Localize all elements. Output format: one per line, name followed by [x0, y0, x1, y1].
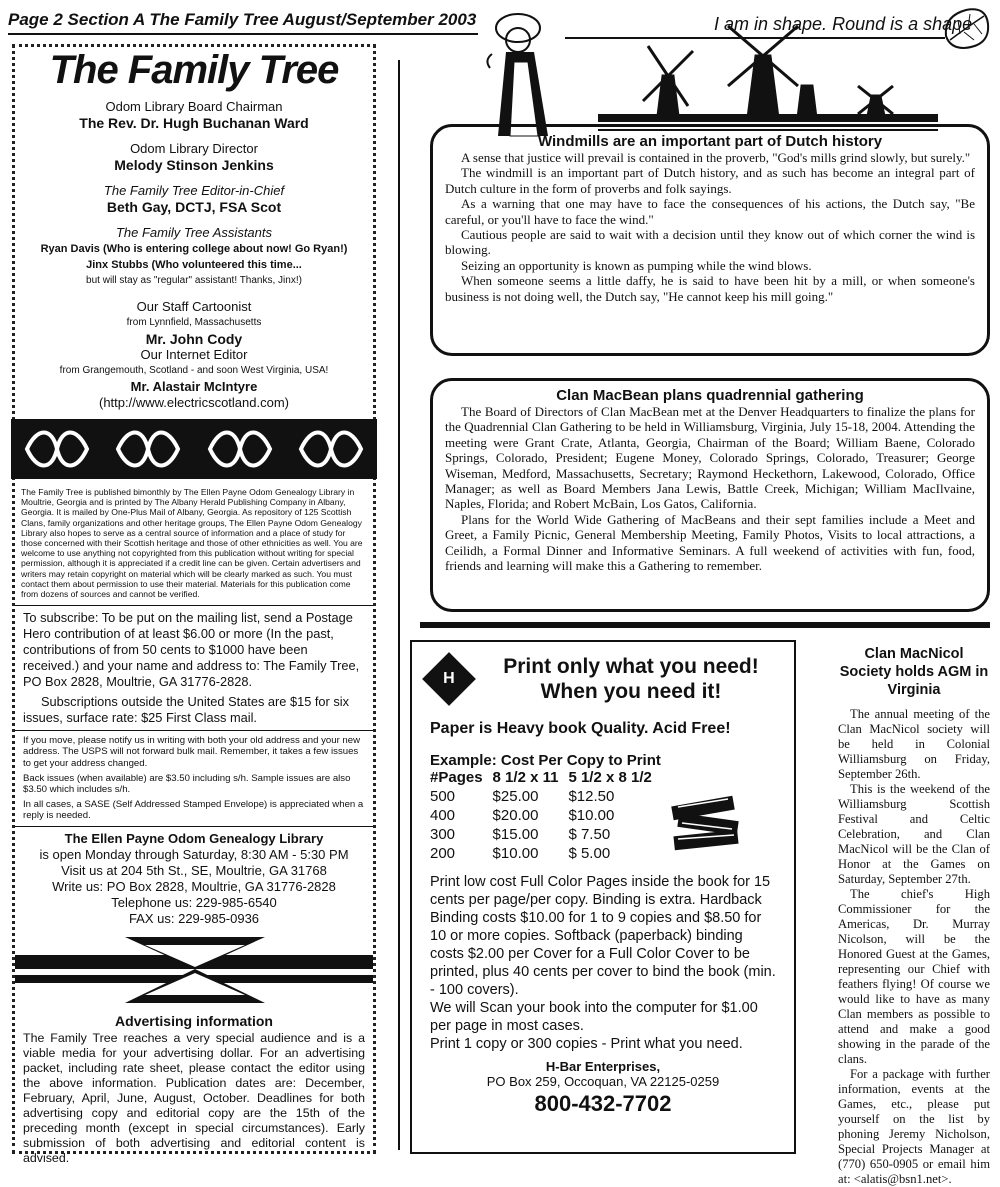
- subscribe-info: To subscribe: To be put on the mailing list, send a Postage Hero contribution of at least $6.00 or more (In the past, contributions of from 50 cents to $1000 have been received.) and your name and address to: The Family Tree, PO Box 2828, Moultrie, GA 31776-2828.: [23, 610, 360, 690]
- knot-icon: [296, 425, 366, 473]
- windmill-para: The windmill is an important part of Dutch history, and as such has become an integral part of Dutch culture in the form of proverbs and folk sayings.: [445, 165, 975, 196]
- col-header: 5 1/2 x 8 1/2: [568, 769, 652, 786]
- ad-address: PO Box 259, Occoquan, VA 22125-0259: [486, 1074, 720, 1089]
- ad-example: Example: Cost Per Copy to Print: [430, 752, 661, 769]
- fine-print: The Family Tree is published bimonthly by The Ellen Payne Odom Genealogy Library in Moultrie, Georgia and is printed by The Albany Herald Publishing Company in Albany, Georgia. It is mailed by One-Plus Mail of Albany, Georgia. As repository of 125 Scottish Clans, family organizations and other heritage groups, The Ellen Payne Odom Genealogy Library also hopes to serve as a central source of information and a place of study for those concerned with their Scottish heritage and those of other ethnicities as well. You are welcome to use anything not copyrighted from this publication without writing for special permission, although it is appreciated if a credit line can be given. Certain advertisers and writers may retain copyright on material which will be clearly marked as such. You must contact them about permission to use their material. Materials for this publication come from dozens of sources and cannot be verified.: [21, 487, 363, 600]
- macnicol-para: For a package with further information, events at the Games, etc., please put yourself on the list by phoning Jeremy Nicholson, Special Projects Manager at (770) 650-0905 or email him at: <alatis@bsn1.net>.: [838, 1067, 990, 1186]
- library-name: The Ellen Payne Odom Genealogy Library: [64, 830, 324, 846]
- macnicol-para: This is the weekend of the Williamsburg Scottish Festival and Celtic Celebration, and Clan MacNicol will be the Clan of Honor at the Games on Saturday, September 27th.: [838, 782, 990, 886]
- cell: $ 7.50: [568, 825, 611, 843]
- celtic-knot-border: [11, 419, 377, 479]
- editor-name: Beth Gay, DCTJ, FSA Scot: [106, 199, 282, 215]
- cell: 200: [430, 844, 456, 862]
- ad-body-2: We will Scan your book into the computer for $1.00 per page in most cases.: [430, 1000, 758, 1034]
- sase-note: In all cases, a SASE (Self Addressed Stamped Envelope) is appreciated when a reply is needed.: [23, 799, 364, 822]
- assistant-1: Ryan Davis (Who is entering college about now! Go Ryan!): [40, 243, 348, 255]
- windmill-title: Windmills are an important part of Dutch history: [537, 133, 883, 150]
- macnicol-para: The chief's High Commissioner for the Americas, Dr. Murray Nicolson, will be the Honored Guest at the Games, representing our Chief with feathers flying! Of course we would like to have as many Clan members as possible to attend and make a good showing in the parade of the clans.: [838, 887, 990, 1066]
- assistant-2: Jinx Stubbs (Who volunteered this time...: [86, 259, 302, 271]
- macbean-para: Plans for the World Wide Gathering of MacBeans and their sept families include a Meet and Greet, a Family Picnic, General Membership Meeting, Family Photos, Visits to local attractions, a Ceilidh, a Formal Dinner and Informative Seminars. A full weekend of activities with fun, food, friends and learning will make this a Gathering to remember.: [445, 511, 975, 574]
- cell: $12.50: [568, 787, 615, 805]
- col-header: #Pages: [430, 769, 483, 786]
- internet-name: Mr. Alastair McIntyre: [130, 379, 258, 394]
- cell: $20.00: [492, 806, 539, 824]
- cell: $10.00: [568, 806, 615, 824]
- hbar-logo-icon: [422, 652, 476, 706]
- masthead-box: [12, 44, 376, 1165]
- macbean-story: [430, 378, 990, 612]
- header-tagline: I am in shape. Round is a shape: [714, 14, 973, 34]
- ad-headline-1: Print only what you need!: [503, 655, 759, 678]
- windmill-para: As a warning that one may have to face the consequences of his actions, the Dutch say, "Be careful, or you'll have to face the wind.": [445, 196, 975, 227]
- windmill-para: Seizing an opportunity is known as pumping while the wind blows.: [461, 257, 812, 273]
- windmill-para: When someone seems a little daffy, he is said to have been hit by a mill, or when someone's business is not doing well, the Dutch say, "He cannot keep his mill going.": [445, 273, 975, 304]
- back-issues: Back issues (when available) are $3.50 including s/h. Sample issues are also $3.50 which includes s/h.: [23, 772, 351, 796]
- macnicol-story: [838, 645, 990, 1187]
- books-icon: [668, 783, 748, 863]
- cartoonist-role: Our Staff Cartoonist: [136, 299, 252, 314]
- assistants-role: The Family Tree Assistants: [115, 225, 273, 240]
- cell: $ 5.00: [568, 844, 611, 862]
- cartoonist-from: from Lynnfield, Massachusetts: [126, 317, 262, 328]
- subscribe-rates: Subscriptions outside the United States are $15 for six issues, surface rate: $25 First Class mail.: [23, 694, 350, 726]
- cell: $10.00: [492, 844, 539, 862]
- cartoonist-name: Mr. John Cody: [145, 331, 243, 347]
- knot-icon: [22, 425, 92, 473]
- cell: 300: [430, 825, 456, 843]
- cell: $25.00: [492, 787, 539, 805]
- ad-company: H-Bar Enterprises,: [545, 1059, 661, 1074]
- move-notice: If you move, please notify us in writing with both your old address and your new address. The USPS will not forward bulk mail. Remember, it takes a few issues to get your address changed.: [23, 735, 361, 769]
- internet-from: from Grangemouth, Scotland - and soon West Virginia, USA!: [59, 365, 329, 376]
- dutch-girl-windmill-illustration: [478, 6, 948, 142]
- director-name: Melody Stinson Jenkins: [114, 157, 274, 173]
- cell: 500: [430, 787, 456, 805]
- ad-body-1: Print low cost Full Color Pages inside the book for 15 cents per page/per copy. Binding is extra. Hardback Binding costs $10.00 for 1 to 9 copies and $8.50 for 10 or more copies. Softback (paperback) binding costs $2.00 per Cover for a Full Color Cover to be printed, plus 40 cents per cover to bind the book (min. - 100 covers).: [430, 874, 776, 998]
- table-row: [430, 806, 662, 825]
- library-hours: is open Monday through Saturday, 8:30 AM - 5:30 PM: [39, 846, 349, 862]
- chair-name: The Rev. Dr. Hugh Buchanan Ward: [79, 115, 309, 131]
- director-role: Odom Library Director: [130, 141, 258, 156]
- table-row: [430, 787, 662, 806]
- library-visit: Visit us at 204 5th St., SE, Moultrie, GA 31768: [61, 862, 327, 878]
- library-phone: Telephone us: 229-985-6540: [111, 894, 277, 910]
- windmill-story: [430, 124, 990, 356]
- knot-icon: [113, 425, 183, 473]
- library-fax: FAX us: 229-985-0936: [128, 910, 260, 926]
- library-write: Write us: PO Box 2828, Moultrie, GA 31776-2828: [52, 878, 336, 894]
- col-header: 8 1/2 x 11: [492, 769, 559, 786]
- macbean-title: Clan MacBean plans quadrennial gathering: [556, 387, 864, 404]
- column-divider: [398, 60, 400, 1150]
- hbar-logo-letter: H: [443, 670, 455, 687]
- ad-body-3: Print 1 copy or 300 copies - Print what you need.: [430, 1036, 743, 1052]
- table-row: [430, 825, 662, 844]
- page-header: Page 2 Section A The Family Tree August/September 2003: [8, 10, 477, 29]
- chair-role: Odom Library Board Chairman: [105, 99, 283, 114]
- masthead-title: The Family Tree: [49, 48, 339, 92]
- ad-phone: 800-432-7702: [534, 1091, 672, 1116]
- cell: 400: [430, 806, 456, 824]
- advertising-body: The Family Tree reaches a very special audience and is a viable media for your advertising dollar. For an advertising packet, including rate sheet, please contact the editor using the above information. Publication dates are: December, February, April, June, August, October. Deadlines for both advertising copy and editorial copy are the 15th of the preceding month (except in special circumstances). Early submission of both advertising and editorial content is advised.: [23, 1030, 365, 1165]
- cell: $15.00: [492, 825, 539, 843]
- table-row: [430, 844, 662, 863]
- internet-role: Our Internet Editor: [140, 347, 248, 362]
- windmill-para: A sense that justice will prevail is contained in the proverb, "God's mills grind slowly, but surely.": [461, 150, 971, 165]
- ad-quality: Paper is Heavy book Quality. Acid Free!: [430, 720, 731, 737]
- macbean-para: The Board of Directors of Clan MacBean met at the Denver Headquarters to finalize the plans for the Quadrennial Clan Gathering to be held in Williamsburg, Virginia, July 15-18, 2004. Attending the meeting were Grant Crate, Atlanta, Georgia, Chairman of the Board; William Baene, Colorado Springs, Colorado, President; Eugene Money, Colorado Springs, Colorado, Treasurer; George Wiseman, Medford, Massachusetts, Secretary; Raymond Heckethorn, Lakewood, Colorado, Office Manager; as well as Board Members Jana Lewis, Battle Creek, Michigan; William MacIlvaine, Naples, Florida; and Robert McBain, Los Gatos, California.: [445, 404, 975, 512]
- editor-role: The Family Tree Editor-in-Chief: [103, 183, 285, 198]
- zigzag-ornament: [15, 933, 373, 1007]
- ad-headline-2: When you need it!: [540, 680, 722, 703]
- hbar-ad: [410, 640, 796, 1154]
- windmill-para: Cautious people are said to wait with a decision until they know out of which corner the wind is blowing.: [445, 227, 975, 258]
- header-rule: [8, 33, 478, 35]
- advertising-title: Advertising information: [115, 1012, 273, 1029]
- internet-url[interactable]: (http://www.electricscotland.com): [98, 395, 289, 410]
- knot-icon: [205, 425, 275, 473]
- price-table: [430, 769, 662, 863]
- macnicol-para: The annual meeting of the Clan MacNicol society will be held in Colonial Williamsburg on Friday, September 26th.: [838, 707, 990, 781]
- assistant-2b: but will stay as "regular" assistant! Thanks, Jinx!): [86, 275, 302, 286]
- section-rule: [420, 622, 990, 628]
- macnicol-title: Clan MacNicol Society holds AGM in Virginia: [839, 646, 989, 698]
